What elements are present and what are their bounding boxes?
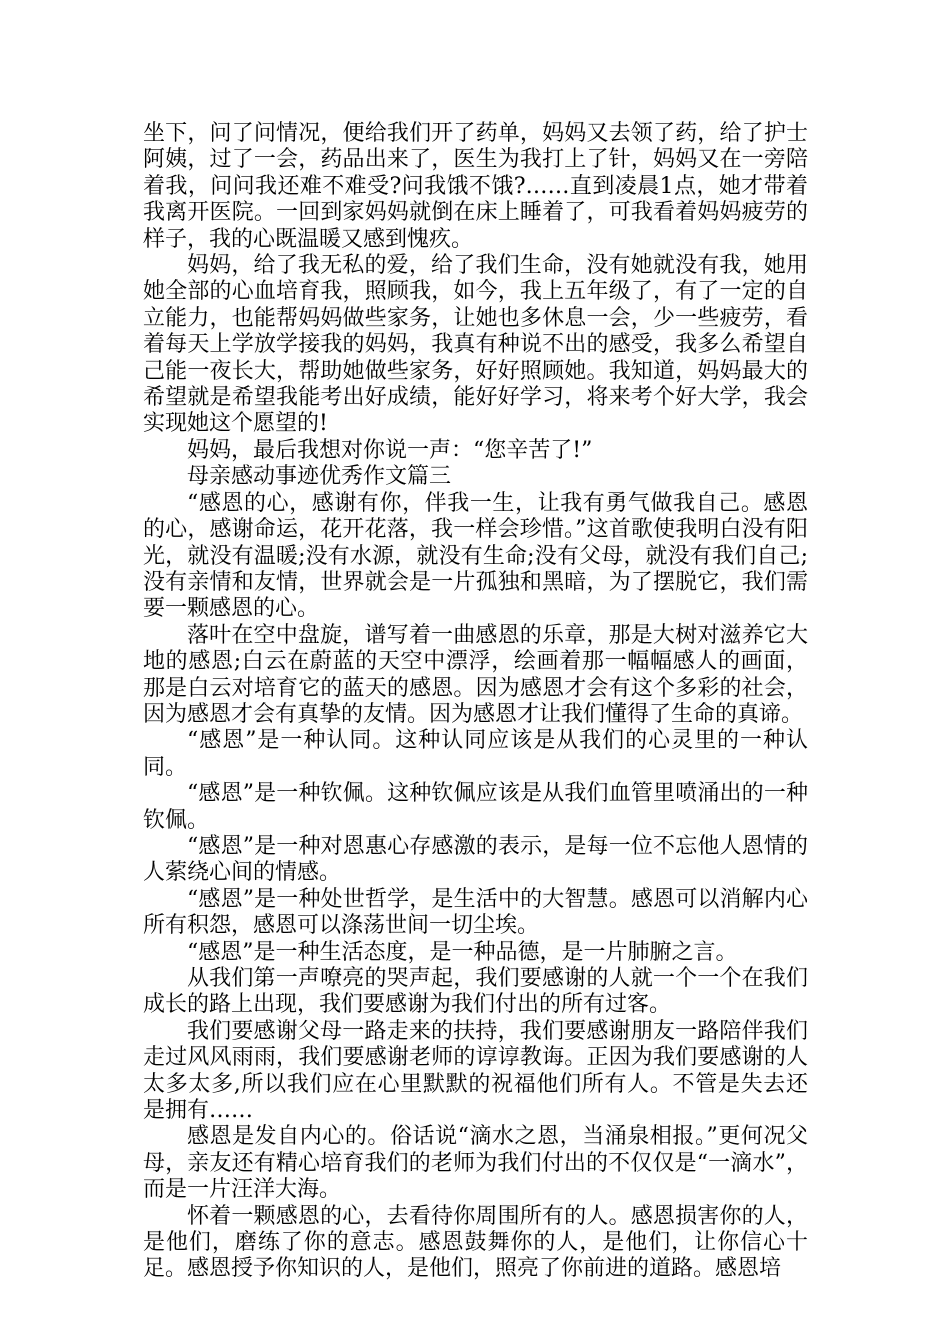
paragraph: 怀着一颗感恩的心，去看待你周围所有的人。感恩损害你的人，是他们，磨练了你的意志。感恩鼓舞你的人，是他们，让你信心十足。感恩授予你知识的人，是他们，照亮了你前进的道路。感恩培 xyxy=(143,1203,808,1282)
paragraph: 从我们第一声嘹亮的哭声起，我们要感谢的人就一个一个在我们成长的路上出现，我们要感谢为我们付出的所有过客。 xyxy=(143,966,808,1018)
paragraph: “感恩的心，感谢有你，伴我一生，让我有勇气做我自己。感恩的心，感谢命运，花开花落，我一样会珍惜。”这首歌使我明白没有阳光，就没有温暖;没有水源，就没有生命;没有父母，就没有我们自己;没有亲情和友情，世界就会是一片孤独和黑暗，为了摆脱它，我们需要一颗感恩的心。 xyxy=(143,490,808,622)
paragraph: 我们要感谢父母一路走来的扶持，我们要感谢朋友一路陪伴我们走过风风雨雨，我们要感谢老师的谆谆教诲。正因为我们要感谢的人太多太多,所以我们应在心里默默的祝福他们所有人。不管是失去还是拥有…… xyxy=(143,1018,808,1124)
document-body xyxy=(143,121,808,1283)
section-heading: 母亲感动事迹优秀作文篇三 xyxy=(187,464,452,490)
paragraph: 感恩是发自内心的。俗话说“滴水之恩，当涌泉相报。”更何况父母，亲友还有精心培育我们的老师为我们付出的不仅仅是“一滴水”，而是一片汪洋大海。 xyxy=(143,1124,808,1203)
paragraph: “感恩”是一种认同。这种认同应该是从我们的心灵里的一种认同。 xyxy=(143,728,808,780)
paragraph: 妈妈，最后我想对你说一声：“您辛苦了!” xyxy=(187,437,593,463)
paragraph: “感恩”是一种处世哲学，是生活中的大智慧。感恩可以消解内心所有积怨，感恩可以涤荡世间一切尘埃。 xyxy=(143,886,808,939)
paragraph: “感恩”是一种对恩惠心存感激的表示，是每一位不忘他人恩情的人萦绕心间的情感。 xyxy=(143,833,808,886)
paragraph: “感恩”是一种生活态度，是一种品德，是一片肺腑之言。 xyxy=(187,939,738,965)
paragraph: 落叶在空中盘旋，谱写着一曲感恩的乐章，那是大树对滋养它大地的感恩;白云在蔚蓝的天空中漂浮，绘画着那一幅幅感人的画面，那是白云对培育它的蓝天的感恩。因为感恩才会有这个多彩的社会，因为感恩才会有真挚的友情。因为感恩才让我们懂得了生命的真谛。 xyxy=(143,622,808,727)
paragraph: 妈妈，给了我无私的爱，给了我们生命，没有她就没有我，她用她全部的心血培育我，照顾我，如今，我上五年级了，有了一定的自立能力，也能帮妈妈做些家务，让她也多休息一会，少一些疲劳，看着每天上学放学接我的妈妈，我真有种说不出的感受，我多么希望自己能一夜长大，帮助她做些家务，好好照顾她。我知道，妈妈最大的希望就是希望我能考出好成绩，能好好学习，将来考个好大学，我会实现她这个愿望的! xyxy=(143,253,808,437)
paragraph-continued: 坐下，问了问情况，便给我们开了药单，妈妈又去领了药，给了护士阿姨，过了一会，药品出来了，医生为我打上了针，妈妈又在一旁陪着我，问问我还难不难受?问我饿不饿?……直到凌晨1点，她才带着我离开医院。一回到家妈妈就倒在床上睡着了，可我看着妈妈疲劳的样子，我的心既温暖又感到愧疚。 xyxy=(143,121,808,252)
paragraph: “感恩”是一种钦佩。这种钦佩应该是从我们血管里喷涌出的一种钦佩。 xyxy=(143,781,808,833)
